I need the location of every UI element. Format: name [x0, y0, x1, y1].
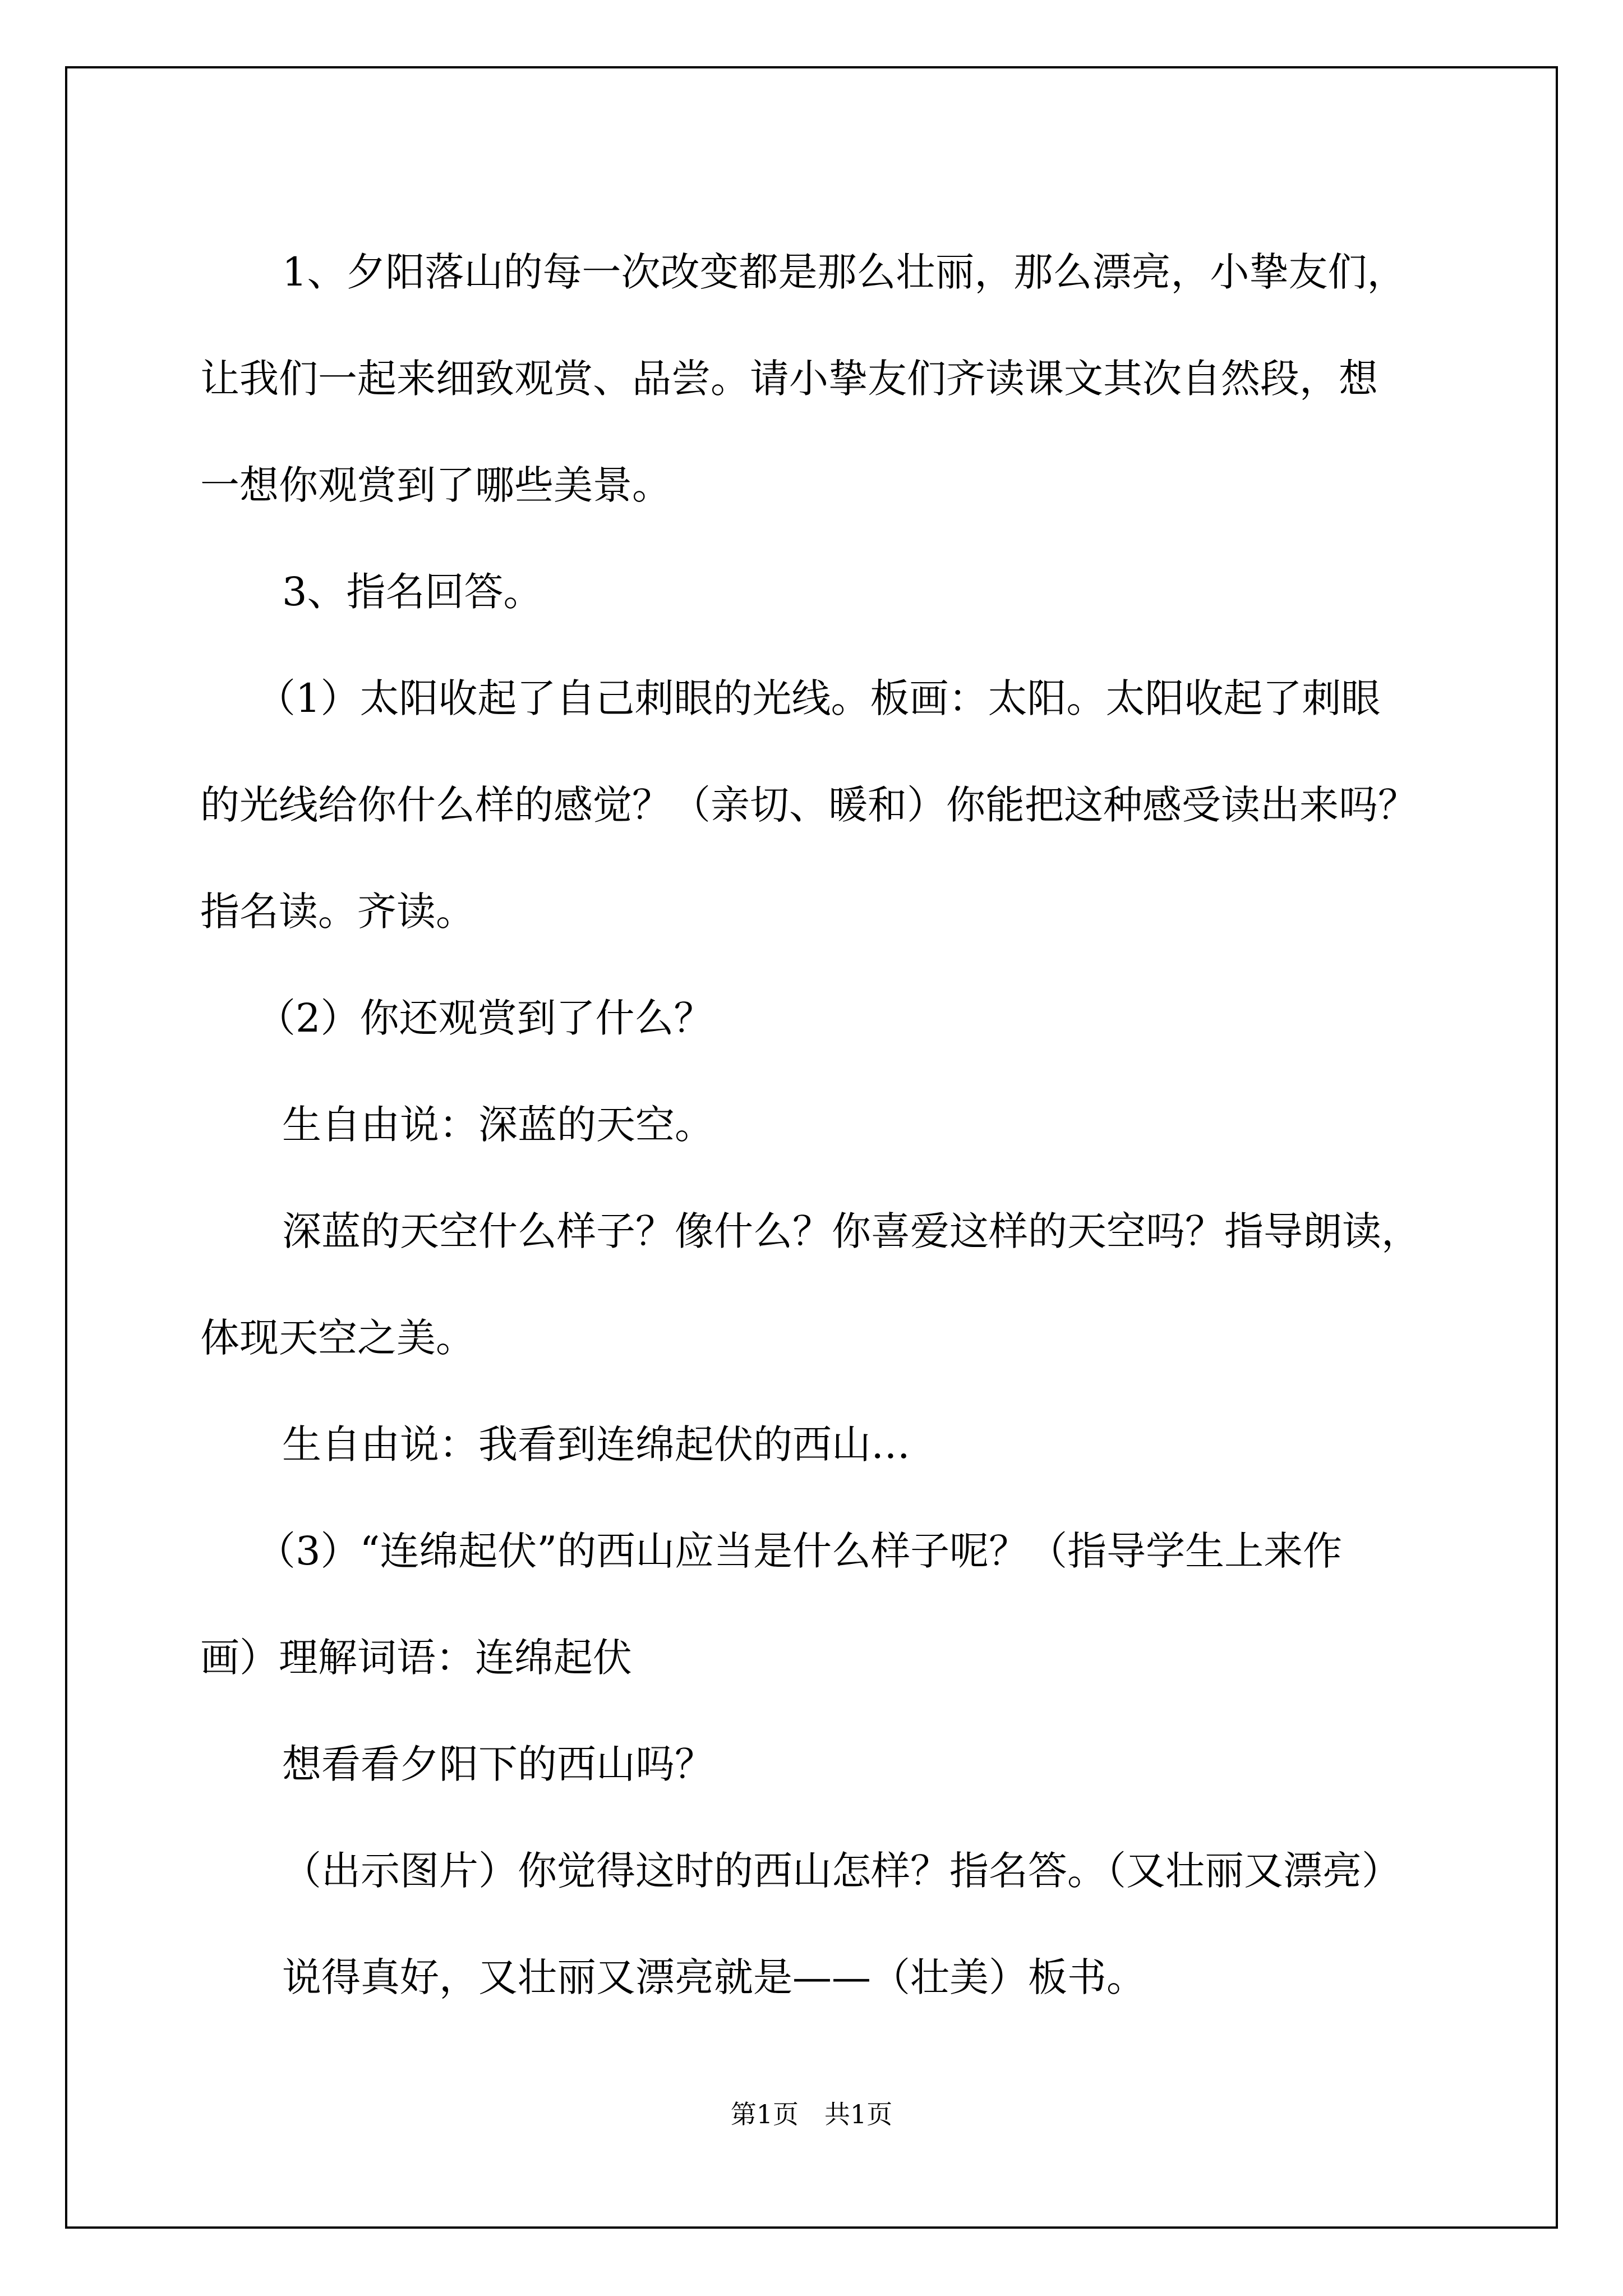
- paragraph-line: （1）太阳收起了自己刺眼的光线。板画：太阳。太阳收起了刺眼: [256, 675, 1381, 721]
- total-pages: 共1页: [824, 2099, 893, 2129]
- paragraph-line: 1、夕阳落山的每一次改变都是那么壮丽，那么漂亮，小挚友们，: [282, 249, 1407, 295]
- paragraph-line: 体现天空之美。: [200, 1315, 475, 1361]
- paragraph-line: 让我们一起来细致观赏、品尝。请小挚友们齐读课文其次自然段，想: [200, 356, 1378, 402]
- paragraph-line: 指名读。齐读。: [200, 889, 475, 935]
- paragraph-line: （出示图片）你觉得这时的西山怎样？指名答。（又壮丽又漂亮）: [282, 1848, 1401, 1894]
- paragraph-line: 说得真好，又壮丽又漂亮就是——（壮美）板书。: [282, 1954, 1146, 2000]
- page-footer: [0, 2094, 1623, 2131]
- paragraph-line: 生自由说：我看到连绵起伏的西山…: [282, 1421, 910, 1467]
- paragraph-line: 一想你观赏到了哪些美景。: [200, 462, 671, 508]
- paragraph-line: 生自由说：深蓝的天空。: [282, 1102, 714, 1148]
- paragraph-line: 3、指名回答。: [282, 569, 543, 615]
- paragraph-line: 深蓝的天空什么样子？像什么？你喜爱这样的天空吗？指导朗读，: [282, 1208, 1421, 1254]
- paragraph-line: （3）“连绵起伏”的西山应当是什么样子呢？（指导学生上来作: [256, 1528, 1343, 1574]
- paragraph-line: 画）理解词语：连绵起伏: [200, 1635, 632, 1681]
- current-page-number: 第1页: [730, 2099, 799, 2129]
- paragraph-line: 想看看夕阳下的西山吗？: [282, 1741, 714, 1787]
- paragraph-line: （2）你还观赏到了什么？: [256, 995, 713, 1041]
- paragraph-line: 的光线给你什么样的感觉？（亲切、暖和）你能把这种感受读出来吗？: [200, 782, 1417, 828]
- document-body: [200, 219, 1440, 2031]
